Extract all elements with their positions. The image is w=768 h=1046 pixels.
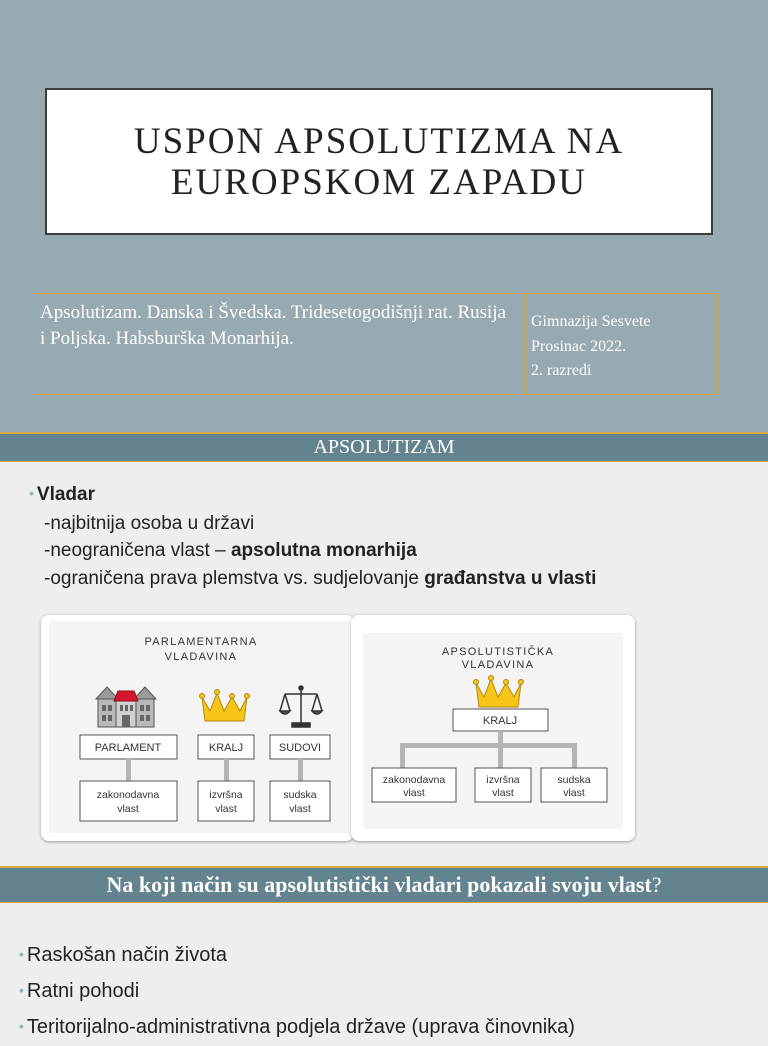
bullet-title: Vladar — [36, 484, 95, 505]
question-mark: ? — [651, 872, 662, 897]
info-box — [524, 293, 717, 395]
svg-text:izvršna: izvršna — [486, 774, 520, 786]
bullet-icon: • — [19, 1018, 24, 1034]
svg-text:vlast: vlast — [492, 787, 514, 799]
parliamentary-diagram — [41, 615, 354, 841]
parl-power-executive — [198, 781, 254, 821]
abs-title-1: APSOLUTISTIČKA — [441, 646, 555, 658]
line-3 — [29, 565, 749, 593]
abs-power-legislative — [372, 768, 456, 802]
slide-title: USPON APSOLUTIZMA NA EUROPSKOM ZAPADU — [133, 120, 625, 203]
bullet-icon: • — [19, 982, 24, 998]
abs-power-judicial — [541, 768, 607, 802]
parl-box-king — [198, 735, 254, 759]
bullet-icon: • — [19, 946, 24, 962]
question-slide — [0, 866, 768, 1038]
list-item — [19, 974, 759, 1010]
parl-power-legislative — [80, 781, 177, 821]
parl-box-courts — [270, 735, 330, 759]
svg-text:zakonodavna: zakonodavna — [382, 774, 446, 786]
absolutist-diagram — [351, 615, 635, 841]
svg-text:sudska: sudska — [283, 789, 317, 801]
parl-title-1: PARLAMENTARNA — [144, 636, 258, 648]
absolutism-slide — [0, 432, 768, 866]
list-item-text: Raskošan način života — [26, 944, 228, 966]
line-3-text: -ograničena prava plemstva vs. sudjelovanje — [44, 567, 425, 589]
subtitle-box — [33, 293, 520, 395]
svg-text:vlast: vlast — [215, 803, 237, 815]
list-item — [19, 938, 759, 974]
svg-text:SUDOVI: SUDOVI — [278, 742, 322, 754]
svg-text:vlast: vlast — [403, 787, 425, 799]
title-box — [45, 88, 713, 235]
date-text: Prosinac 2022. — [531, 337, 627, 355]
section-heading: APSOLUTIZAM — [0, 432, 768, 462]
line-2-bold: apsolutna monarhija — [230, 540, 417, 561]
abs-power-executive — [475, 768, 531, 802]
question-text: Na koji način su apsolutistički vladari pokazali svoju vlast — [106, 872, 652, 897]
subtitle-text: Apsolutizam. Danska i Švedska. Tridesetogodišnji rat. Rusija i Poljska. Habsburška Monarhija. — [40, 302, 507, 349]
list-item-text: Ratni pohodi — [26, 980, 140, 1002]
svg-text:KRALJ: KRALJ — [482, 715, 518, 727]
parl-power-judicial — [270, 781, 330, 821]
bullet-icon: • — [29, 485, 34, 501]
abs-title-2: VLADAVINA — [461, 659, 535, 671]
svg-text:izvršna: izvršna — [209, 789, 243, 801]
parl-title-2: VLADAVINA — [164, 651, 238, 663]
svg-text:vlast: vlast — [563, 787, 585, 799]
svg-text:sudska: sudska — [557, 774, 591, 786]
list-item — [19, 1010, 759, 1046]
svg-text:PARLAMENT: PARLAMENT — [94, 742, 162, 754]
bullet-title-line — [29, 481, 749, 510]
question-heading — [0, 866, 768, 903]
title-slide — [0, 0, 768, 432]
line-3-bold: građanstva u vlasti — [424, 567, 597, 589]
svg-text:KRALJ: KRALJ — [208, 742, 244, 754]
building-icon — [96, 687, 156, 727]
svg-text:vlast: vlast — [117, 803, 139, 815]
parl-box-parliament — [80, 735, 177, 759]
ruler-bullet — [29, 481, 749, 592]
svg-text:vlast: vlast — [289, 803, 311, 815]
list-item-text: Teritorijalno-administrativna podjela države (uprava činovnika) — [26, 1016, 575, 1038]
answer-list — [19, 938, 759, 1046]
school-name: Gimnazija Sesvete — [531, 313, 651, 330]
line-2 — [29, 537, 749, 565]
svg-text:zakonodavna: zakonodavna — [96, 789, 160, 801]
abs-box-king — [453, 709, 548, 731]
line-2-text: -neograničena vlast – — [44, 540, 231, 561]
line-1: -najbitnija osoba u državi — [44, 512, 255, 534]
grade-text: 2. razredi — [531, 362, 592, 379]
